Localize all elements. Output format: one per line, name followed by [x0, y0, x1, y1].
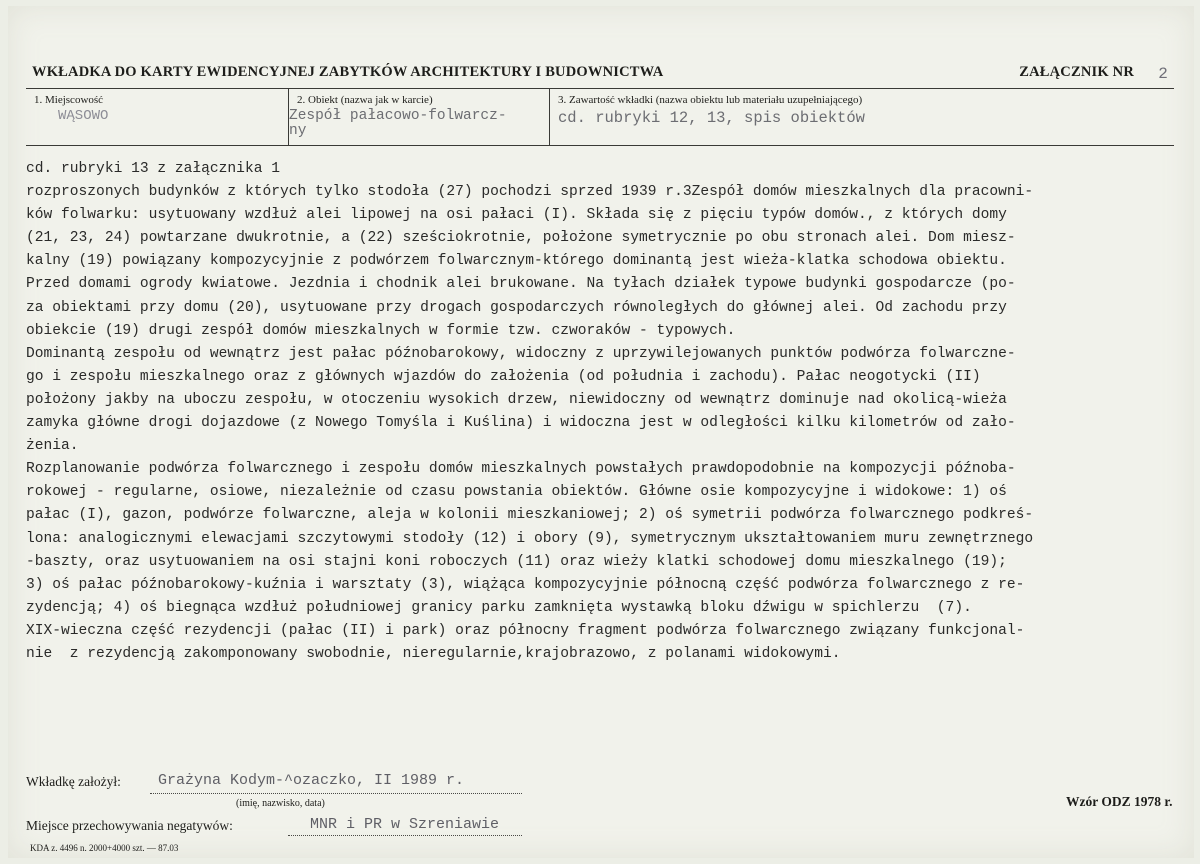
text-line: zydencją; 4) oś biegnąca wzdłuż południowej granicy parku zamknięta wystawką bloku dźwigu w spichlerzu (7).	[26, 599, 972, 616]
typed-description	[26, 158, 1190, 666]
contents-value: cd. rubryki 12, 13, spis obiektów	[558, 109, 865, 127]
text-line: nie z rezydencją zakomponowany swobodnie, nieregularnie,krajobrazowo, z polanami widokowymi.	[26, 645, 841, 662]
object-field	[288, 89, 550, 145]
print-info: KDA z. 4496 n. 2000+4000 szt. — 87.03	[30, 843, 179, 853]
text-line: ków folwarku: usytuowany wzdłuż alei lipowej na osi pałaci (I). Składa się z pięciu typów domów., z których domy	[26, 207, 1007, 224]
contents-field	[549, 89, 1175, 145]
text-line: cd. rubryki 13 z załącznika 1	[26, 161, 280, 177]
text-line: (21, 23, 24) powtarzane dwukrotnie, a (22) sześciokrotnie, położone symetrycznie po obu stronach alei. Dom miesz-	[26, 230, 1016, 247]
text-line: rokowej - regularne, osiowe, niezależnie od czasu powstania obiektów. Główne osie kompozycyjne i widokowe: 1) oś	[26, 484, 1007, 501]
storage-label: Miejsce przechowywania negatywów:	[26, 818, 233, 833]
object-label: 2. Obiekt (nazwa jak w karcie)	[297, 94, 433, 106]
object-value: Zespół pałacowo-folwarcz- ny	[289, 108, 507, 139]
text-line: Rozplanowanie podwórza folwarcznego i zespołu domów mieszkalnych powstałych prawdopodobnie na kompozycji późnoba-	[26, 461, 1016, 478]
text-line: obiekcie (19) drugi zespół domów mieszkalnych w formie tzw. czworaków - typowych.	[26, 322, 736, 339]
text-line: go i zespołu mieszkalnego oraz z głównych wjazdów do założenia (od południa i zachodu). Pałac neogotycki (II)	[26, 368, 981, 385]
locality-label: 1. Miejscowość	[34, 94, 104, 106]
contents-label: 3. Zawartość wkładki (nazwa obiektu lub materiału uzupełniającego)	[558, 94, 863, 106]
annex-label: ZAŁĄCZNIK NR	[1019, 64, 1134, 80]
annex-number: 2	[1158, 65, 1168, 83]
text-line: za obiektami przy domu (20), usytuowane przy drogach gospodarczych równoległych do głównej alei. Od zachodu przy	[26, 299, 1007, 316]
author-hint: (imię, nazwisko, data)	[236, 798, 325, 809]
text-line: rozproszonych budynków z których tylko stodoła (27) pochodzi sprzed 1939 r.3Zespół domów mieszkalnych dla pracowni-	[26, 184, 1034, 201]
locality-field	[26, 89, 288, 145]
locality-value: WĄSOWO	[58, 108, 109, 124]
storage-dotted-line	[288, 835, 522, 836]
text-line: kalny (19) powiązany kompozycyjnie z podwórzem folwarcznym-którego dominantą jest wieża-klatka schodowa obiektu.	[26, 253, 1007, 270]
text-line: zamyka główne drogi dojazdowe (z Nowego Tomyśla i Kuślina) i widoczna jest w odległości kilku kilometrów od zało-	[26, 415, 1016, 432]
text-line: żenia.	[26, 438, 79, 455]
text-line: XIX-wieczna część rezydencji (pałac (II) i park) oraz północny fragment podwórza folwarcznego związany funkcjonal-	[26, 622, 1025, 639]
text-line: Przed domami ogrody kwiatowe. Jezdnia i chodnik alei brukowane. Na tyłach działek typowe budynki gospodarcze (po-	[26, 276, 1016, 293]
author-label: Wkładkę założył:	[26, 774, 121, 789]
text-line: 3) oś pałac późnobarokowy-kuźnia i warsztaty (3), wiążąca kompozycyjnie północną część podwórza folwarcznego z re-	[26, 576, 1025, 593]
author-value: Grażyna Kodym-^ozaczko, II 1989 r.	[158, 772, 465, 789]
card-title: WKŁADKA DO KARTY EWIDENCYJNEJ ZABYTKÓW ARCHITEKTURY I BUDOWNICTWA	[32, 64, 664, 80]
text-line: lona: analogicznymi elewacjami szczytowymi stodoły (12) i obory (9), symetrycznym ukształtowaniem muru zewnętrznego	[26, 530, 1034, 547]
identification-fields	[26, 88, 1174, 146]
text-line: położony jakby na uboczu zespołu, w otoczeniu wysokich drzew, niewidoczny od wewnątrz dominuje nad okolicą-wieża	[26, 391, 1007, 408]
form-code: Wzór ODZ 1978 r.	[1066, 794, 1173, 809]
storage-value: MNR i PR w Szreniawie	[310, 816, 500, 833]
text-line: Dominantą zespołu od wewnątrz jest pałac późnobarokowy, widoczny z uprzywilejowanych punktów podwórza folwarczne-	[26, 345, 1016, 362]
text-line: -baszty, oraz usytuowaniem na osi stajni koni roboczych (11) oraz wieży klatki schodowej domu mieszkalnego (19);	[26, 553, 1007, 570]
author-dotted-line	[150, 793, 522, 794]
text-line: pałac (I), gazon, podwórze folwarczne, aleja w kolonii mieszkaniowej; 2) oś symetrii podwórza folwarcznego podkreś-	[26, 507, 1034, 524]
